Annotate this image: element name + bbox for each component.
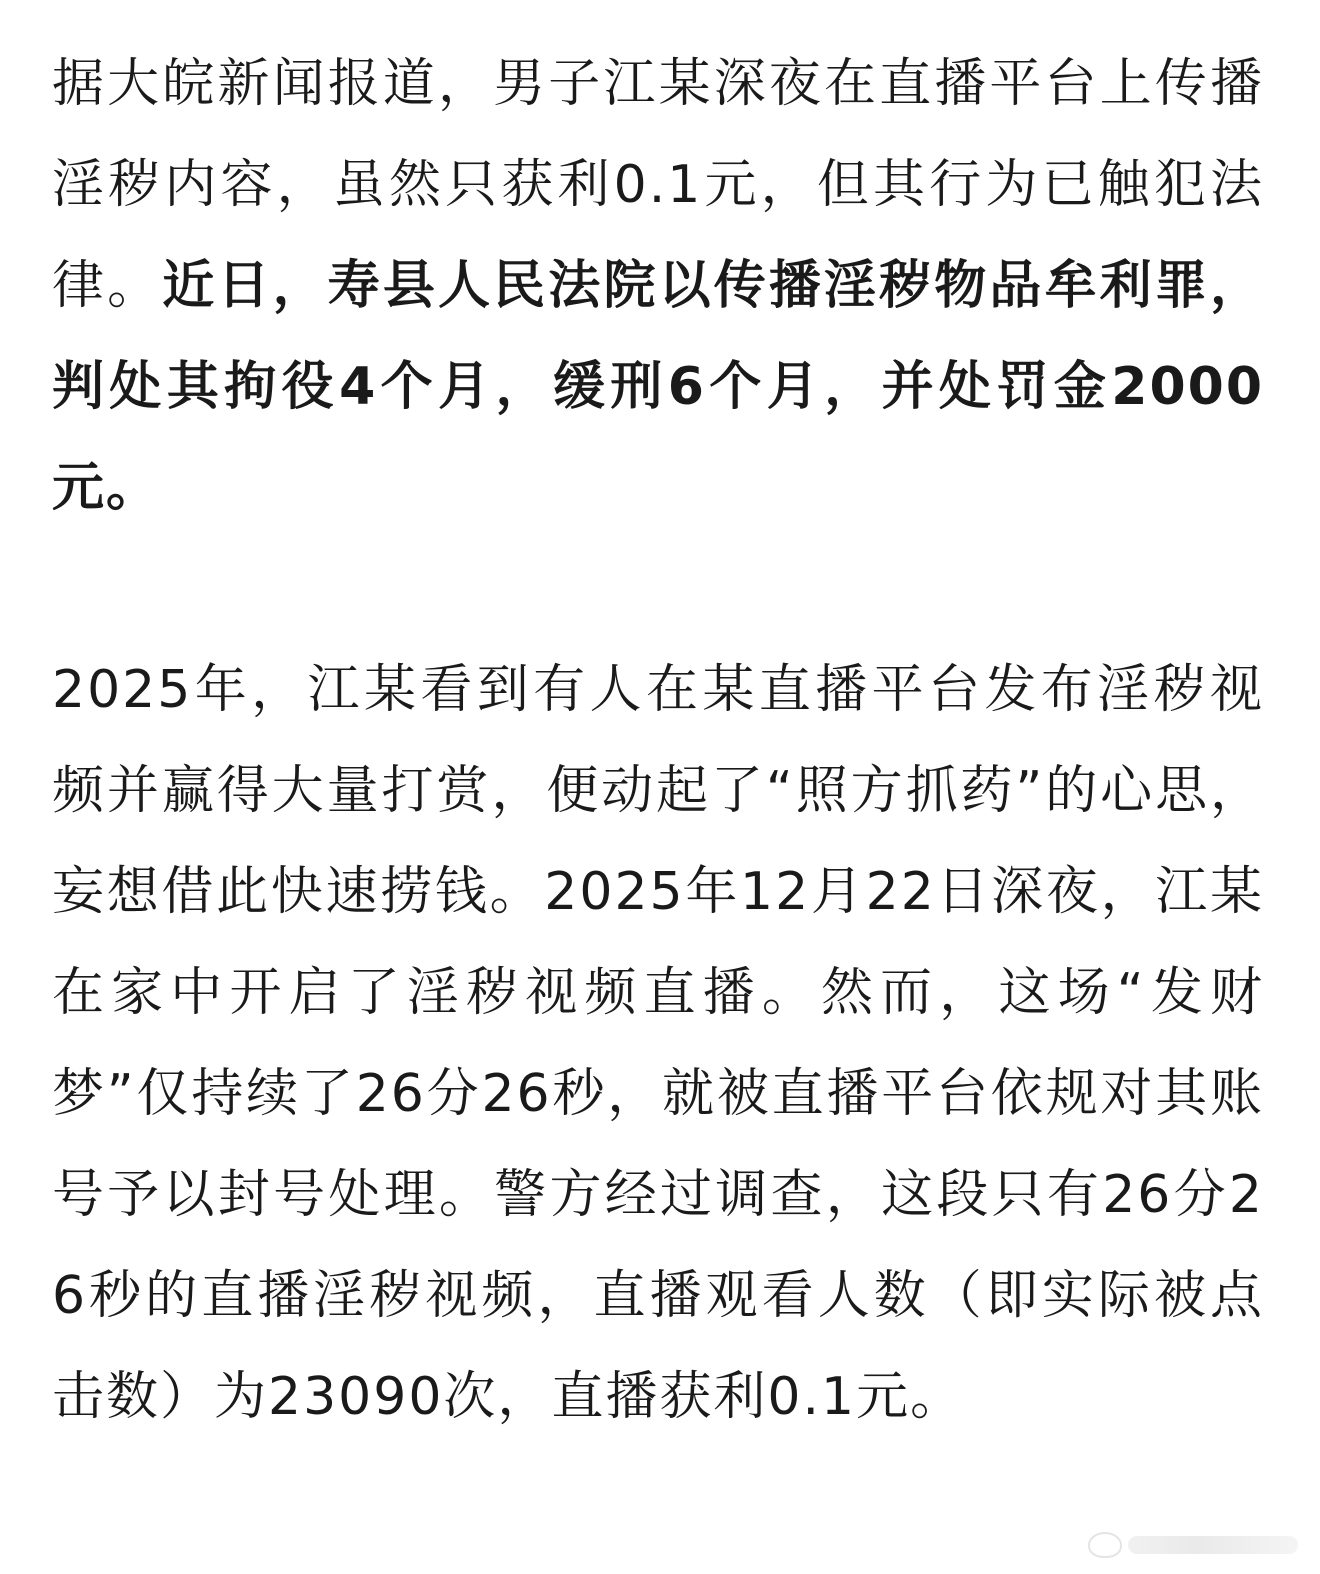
- watermark: [1088, 1532, 1298, 1558]
- paragraph-verdict: [52, 34, 1264, 539]
- paragraph-details: [52, 640, 1264, 1448]
- paragraph-verdict-highlight: 近日，寿县人民法院以传播淫秽物品牟利罪，判处其拘役4个月，缓刑6个月，并处罚金2000元。: [52, 256, 1264, 518]
- weibo-logo-icon: [1088, 1532, 1122, 1558]
- article-body: [52, 34, 1264, 1448]
- paragraph-intro-text: 据大皖新闻报道，男子江某深夜在直播平台上传播淫秽内容，虽然只获利0.1元，但其行为已触犯法律。: [52, 54, 1264, 316]
- watermark-handle: [1128, 1536, 1298, 1554]
- paragraph-details-text: 2025年，江某看到有人在某直播平台发布淫秽视频并赢得大量打赏，便动起了“照方抓药”的心思，妄想借此快速捞钱。2025年12月22日深夜，江某在家中开启了淫秽视频直播。然而，这场“发财梦”仅持续了26分26秒，就被直播平台依规对其账号予以封号处理。警方经过调查，这段只有26分26秒的直播淫秽视频，直播观看人数（即实际被点击数）为23090次，直播获利0.1元。: [52, 660, 1264, 1427]
